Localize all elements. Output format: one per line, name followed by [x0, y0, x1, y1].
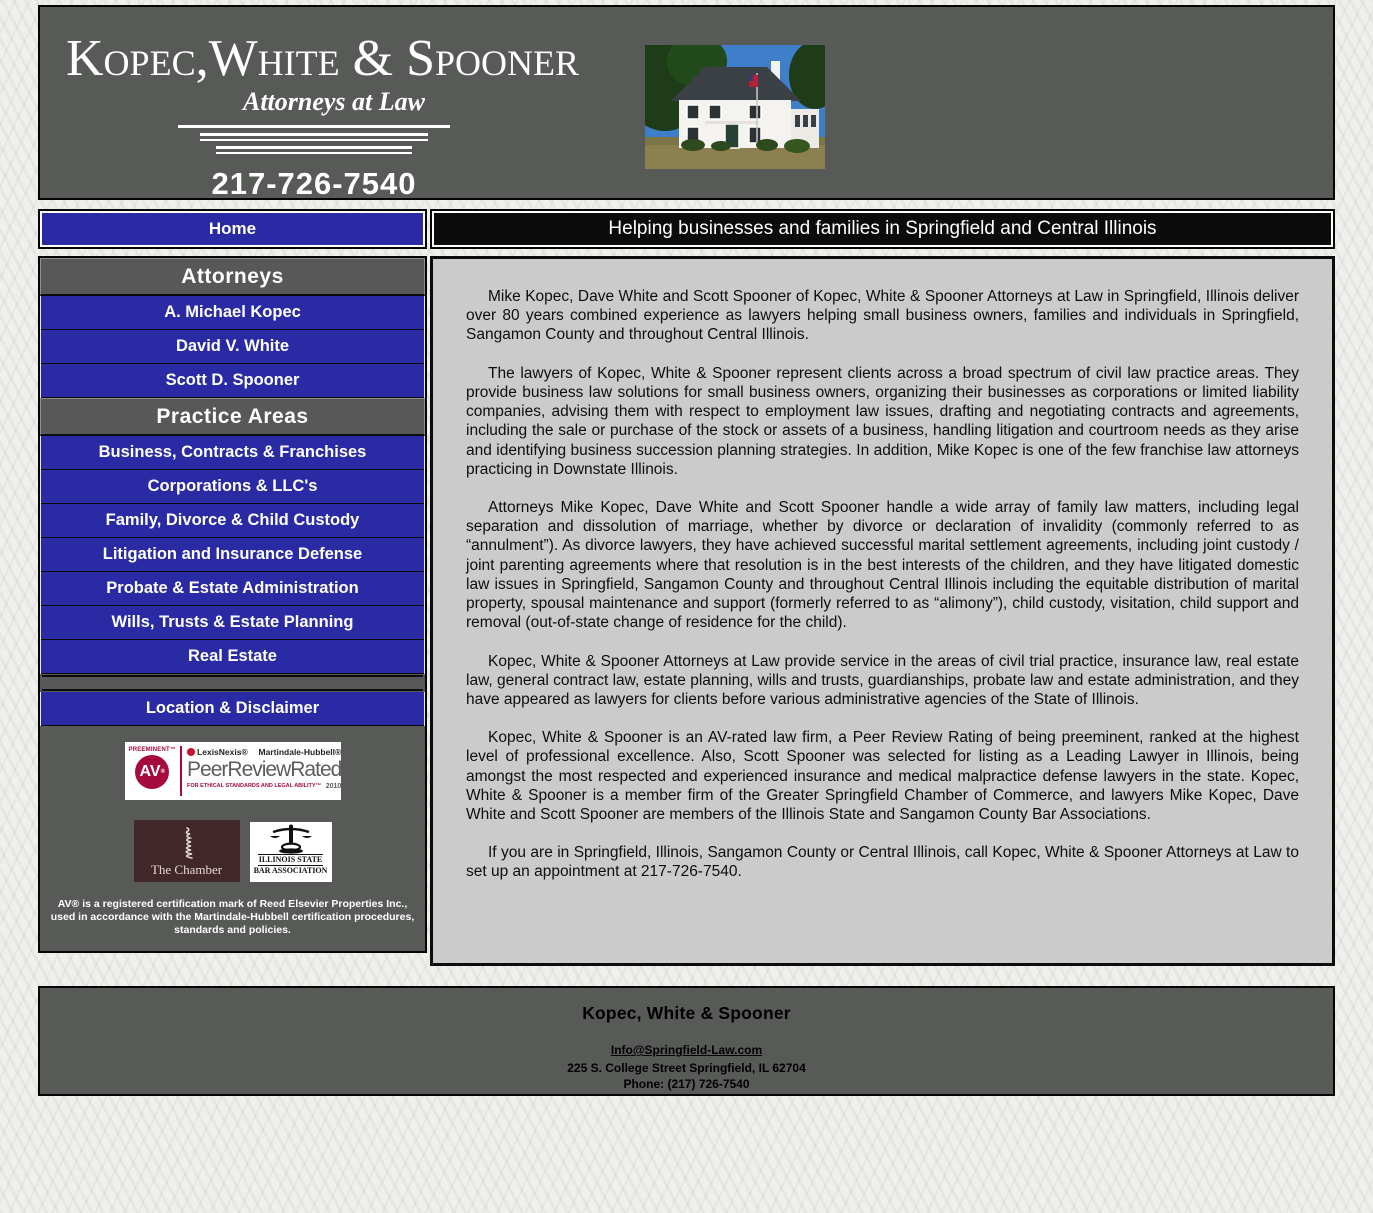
sidebar-item-location-disclaimer[interactable]: Location & Disclaimer: [41, 692, 424, 726]
chamber-of-commerce-logo: [134, 820, 240, 882]
sidebar-item-probate[interactable]: Probate & Estate Administration: [41, 572, 424, 606]
page-title: Helping businesses and families in Springfield and Central Illinois: [430, 209, 1335, 249]
sidebar-item-litigation[interactable]: Litigation and Insurance Defense: [41, 538, 424, 572]
attorneys-group: [40, 296, 425, 398]
martindale-hubbell-label: Martindale-Hubbell®: [258, 747, 342, 757]
top-row: [38, 209, 1335, 249]
footer-address: 225 S. College Street Springfield, IL 62704: [567, 1061, 806, 1075]
paragraph-av-rating: Kopec, White & Spooner is an AV-rated law firm, a Peer Review Rating of being preeminent, ranked at the highest level of professional excellence. Also, Scott Spooner was selected for listing as a Leading Lawyer in Illinois, being amongst the most respected and experienced insurance and medical malpractice defense lawyers in the state. Kopec, White & Spooner is a member firm of the Greater Springfield Chamber of Commerce, and lawyers Mike Kopec, Dave White and Scott Spooner are members of the Illinois State and Sangamon County Bar Associations.: [466, 729, 1299, 824]
decorative-rules: [64, 125, 564, 154]
rule-line: [200, 133, 428, 141]
paragraph-civil-practice: Kopec, White & Spooner Attorneys at Law provide service in the areas of civil trial practice, insurance law, real estate law, general contract law, estate planning, wills and trusts, guardianships, probate law and estate administration, and they have appeared as lawyers for clients before various administrative agencies of the State of Illinois.: [466, 652, 1299, 708]
ethical-standards-label: FOR ETHICAL STANDARDS AND LEGAL ABILITY™: [187, 783, 322, 789]
association-logos: [48, 820, 417, 882]
sidebar-item-business-contracts[interactable]: Business, Contracts & Franchises: [41, 436, 424, 470]
paragraph-business-law: The lawyers of Kopec, White & Spooner represent clients across a broad spectrum of civil law practice areas. They provide business law solutions for small business owners, organizing their businesses as corporations or limited liability companies, advising them with respect to employment law issues, drafting and negotiating contracts and agreements, including the sale or purchase of the stock or assets of a business, handling litigation and courtroom needs as they arise and identifying business succession planning strategies. In addition, Mike Kopec is one of the few franchise law attorneys practicing in Downstate Illinois.: [466, 364, 1299, 478]
illinois-state-bar-logo: [250, 822, 332, 882]
sidebar-spacer: [42, 675, 423, 691]
sidebar-item-spooner[interactable]: Scott D. Spooner: [41, 364, 424, 398]
peer-review-text-block: [182, 746, 341, 796]
footer-firm-name: Kopec, White & Spooner: [582, 1003, 791, 1023]
sidebar-item-wills-trusts[interactable]: Wills, Trusts & Estate Planning: [41, 606, 424, 640]
firm-tagline: Attorneys at Law: [242, 87, 425, 116]
chamber-tree-icon: [170, 826, 204, 862]
av-registered-mark: ®: [160, 769, 165, 775]
site-header: [38, 5, 1335, 200]
sidebar-header-practice-areas: Practice Areas: [40, 398, 425, 436]
paragraph-family-law: Attorneys Mike Kopec, Dave White and Scott Spooner handle a wide array of family law matters, including legal separation and dissolution of marriage, whether by divorce or declaration of invalidity (commonly referred to as “annulment”). As divorce lawyers, they have achieved successful marital settlement agreements, including joint custody / joint parenting agreements where that resolution is in the best interests of the children, and they have litigated domestic law issues in Springfield, Sangamon County and throughout Central Illinois including the equitable distribution of marital property, spousal maintenance and support (formerly referred to as “alimony”), child custody, visitation, child support and removal (out-of-state change of residence for the child).: [466, 498, 1299, 632]
firm-name: Kopec,White & Spooner: [66, 30, 580, 87]
preeminent-label: PREEMINENT™: [128, 747, 177, 753]
sidebar-nav: [38, 256, 427, 953]
practice-areas-group: [40, 436, 425, 674]
rule-line: [216, 146, 412, 154]
main-content: [430, 256, 1335, 966]
firm-brand: [64, 30, 580, 202]
av-text: AV: [139, 763, 161, 780]
paragraph-call-to-action: If you are in Springfield, Illinois, Sangamon County or Central Illinois, call Kopec, White & Spooner Attorneys at Law to set up an appointment at 217-726-7540.: [466, 844, 1299, 881]
av-rating-block: [129, 746, 183, 796]
lexisnexis-dot-icon: [187, 748, 195, 756]
chamber-label: The Chamber: [150, 862, 223, 877]
sidebar-item-real-estate[interactable]: Real Estate: [41, 640, 424, 674]
sidebar-badges: [40, 726, 425, 937]
isba-line2: BAR ASSOCIATION: [253, 866, 328, 875]
lexisnexis-label: LexisNexis®: [197, 747, 248, 757]
footer-phone: Phone: (217) 726-7540: [623, 1077, 750, 1091]
peer-review-rated-title: PeerReviewRated: [187, 758, 342, 781]
rule-line: [178, 125, 450, 128]
content-columns: [38, 256, 1335, 966]
sidebar-item-corporations[interactable]: Corporations & LLC's: [41, 470, 424, 504]
isba-line1: ILLINOIS STATE: [258, 855, 323, 864]
sidebar-item-family-divorce[interactable]: Family, Divorce & Child Custody: [41, 504, 424, 538]
office-building-photo: [645, 45, 825, 169]
sidebar-header-attorneys: Attorneys: [40, 258, 425, 296]
scales-of-justice-icon: [269, 824, 313, 854]
header-phone-number: 217-726-7540: [211, 166, 417, 201]
av-circle-icon: [135, 755, 169, 789]
av-disclaimer-text: AV® is a registered certification mark of Reed Elsevier Properties Inc., used in accordance with the Martindale-Hubbell certification procedures, standards and policies.: [50, 898, 415, 937]
nav-home-button[interactable]: Home: [38, 209, 427, 249]
footer-email-link[interactable]: Info@Springfield-Law.com: [610, 1043, 763, 1057]
lexisnexis-logo: [187, 747, 248, 757]
site-footer: [38, 986, 1335, 1096]
peer-review-rated-badge: [125, 742, 341, 800]
location-group: [40, 692, 425, 726]
page-frame: [38, 5, 1335, 1096]
badge-year: 2010: [325, 783, 342, 790]
paragraph-intro: Mike Kopec, Dave White and Scott Spooner of Kopec, White & Spooner Attorneys at Law in Springfield, Illinois deliver over 80 years combined experience as lawyers helping small business owners, families and individuals in Springfield, Sangamon County and throughout Central Illinois.: [466, 288, 1299, 344]
sidebar-item-white[interactable]: David V. White: [41, 330, 424, 364]
sidebar-item-kopec[interactable]: A. Michael Kopec: [41, 296, 424, 330]
